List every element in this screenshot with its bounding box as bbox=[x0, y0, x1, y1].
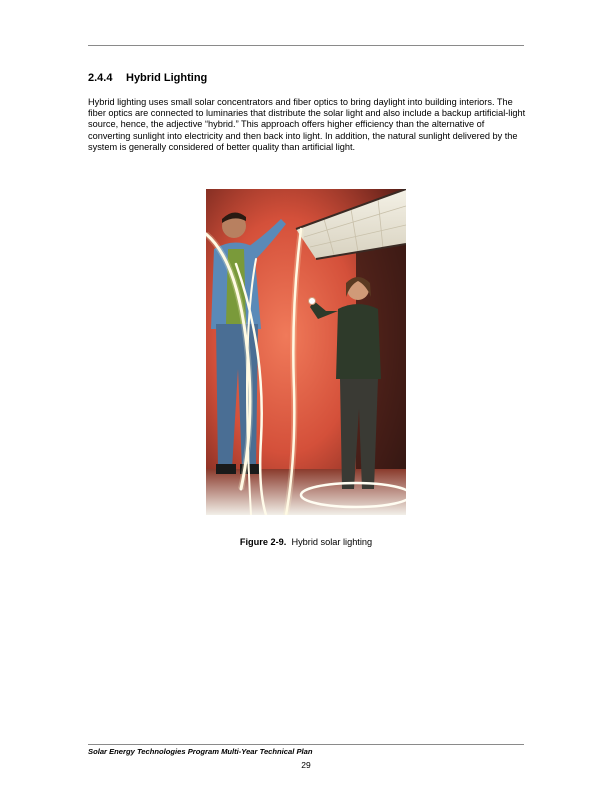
page-number: 29 bbox=[301, 760, 311, 770]
section-number: 2.4.4 bbox=[88, 72, 113, 84]
section-title: Hybrid Lighting bbox=[126, 72, 208, 84]
figure-caption bbox=[0, 537, 612, 547]
footer-rule bbox=[88, 744, 524, 745]
figure-photo bbox=[206, 189, 406, 515]
header-rule bbox=[88, 45, 524, 46]
figure-label: Figure 2-9. bbox=[239, 537, 287, 547]
body-paragraph: Hybrid lighting uses small solar concentrators and fiber optics to bring daylight into building interiors. The fiber optics are connected to luminaries that distribute the solar light and also include a backup artificial-light source, hence, the adjective “hybrid.” This approach offers higher efficiency than the alternative of converting sunlight into electricity and then back into light. In addition, the natural sunlight delivered by the system is generally considered of better quality than artificial light. bbox=[88, 97, 526, 152]
section-heading bbox=[88, 72, 207, 84]
footer-title: Solar Energy Technologies Program Multi-Year Technical Plan bbox=[88, 747, 313, 756]
figure-caption-text: Hybrid solar lighting bbox=[291, 537, 373, 547]
